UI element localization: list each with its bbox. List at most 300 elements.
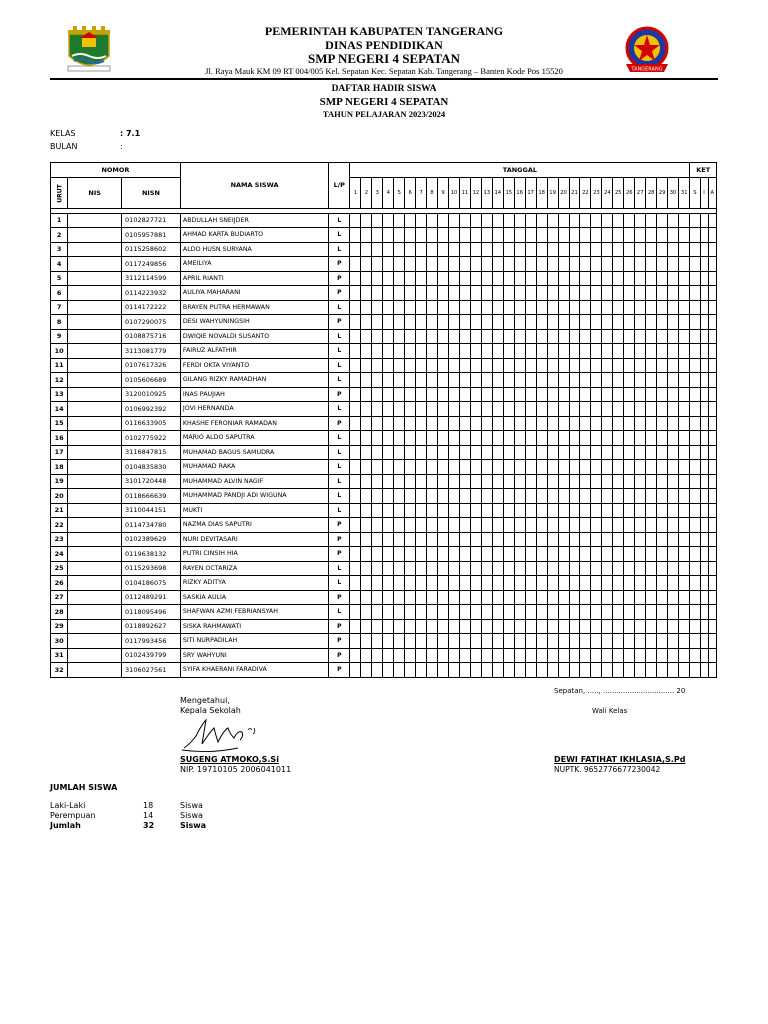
attendance-cell[interactable]	[536, 228, 547, 243]
ket-a-cell[interactable]	[708, 634, 716, 649]
ket-a-cell[interactable]	[708, 373, 716, 388]
attendance-cell[interactable]	[427, 387, 438, 402]
attendance-cell[interactable]	[416, 634, 427, 649]
attendance-cell[interactable]	[569, 503, 580, 518]
attendance-cell[interactable]	[481, 373, 492, 388]
attendance-cell[interactable]	[635, 416, 646, 431]
attendance-cell[interactable]	[361, 329, 372, 344]
attendance-cell[interactable]	[624, 329, 635, 344]
attendance-cell[interactable]	[668, 431, 679, 446]
attendance-cell[interactable]	[679, 648, 690, 663]
attendance-cell[interactable]	[591, 286, 602, 301]
attendance-cell[interactable]	[657, 242, 668, 257]
ket-s-cell[interactable]	[690, 605, 700, 620]
attendance-cell[interactable]	[547, 576, 558, 591]
attendance-cell[interactable]	[624, 416, 635, 431]
attendance-cell[interactable]	[514, 474, 525, 489]
attendance-cell[interactable]	[646, 387, 657, 402]
attendance-cell[interactable]	[646, 257, 657, 272]
attendance-cell[interactable]	[657, 228, 668, 243]
attendance-cell[interactable]	[427, 213, 438, 228]
attendance-cell[interactable]	[591, 402, 602, 417]
attendance-cell[interactable]	[427, 532, 438, 547]
attendance-cell[interactable]	[646, 605, 657, 620]
attendance-cell[interactable]	[416, 576, 427, 591]
attendance-cell[interactable]	[372, 605, 383, 620]
attendance-cell[interactable]	[657, 402, 668, 417]
attendance-cell[interactable]	[470, 503, 481, 518]
attendance-cell[interactable]	[470, 460, 481, 475]
attendance-cell[interactable]	[470, 373, 481, 388]
attendance-cell[interactable]	[350, 518, 361, 533]
ket-a-cell[interactable]	[708, 503, 716, 518]
ket-s-cell[interactable]	[690, 344, 700, 359]
attendance-cell[interactable]	[383, 474, 394, 489]
attendance-cell[interactable]	[591, 315, 602, 330]
attendance-cell[interactable]	[525, 619, 536, 634]
attendance-cell[interactable]	[405, 315, 416, 330]
attendance-cell[interactable]	[547, 619, 558, 634]
attendance-cell[interactable]	[470, 445, 481, 460]
attendance-cell[interactable]	[591, 373, 602, 388]
attendance-cell[interactable]	[679, 460, 690, 475]
ket-i-cell[interactable]	[700, 445, 708, 460]
attendance-cell[interactable]	[470, 416, 481, 431]
attendance-cell[interactable]	[580, 271, 591, 286]
attendance-cell[interactable]	[405, 416, 416, 431]
attendance-cell[interactable]	[536, 561, 547, 576]
attendance-cell[interactable]	[503, 373, 514, 388]
attendance-cell[interactable]	[536, 344, 547, 359]
attendance-cell[interactable]	[459, 271, 470, 286]
attendance-cell[interactable]	[350, 271, 361, 286]
attendance-cell[interactable]	[427, 242, 438, 257]
attendance-cell[interactable]	[394, 619, 405, 634]
attendance-cell[interactable]	[525, 576, 536, 591]
attendance-cell[interactable]	[668, 271, 679, 286]
attendance-cell[interactable]	[668, 489, 679, 504]
attendance-cell[interactable]	[558, 518, 569, 533]
attendance-cell[interactable]	[679, 561, 690, 576]
attendance-cell[interactable]	[536, 286, 547, 301]
attendance-cell[interactable]	[591, 590, 602, 605]
attendance-cell[interactable]	[492, 547, 503, 562]
attendance-cell[interactable]	[350, 605, 361, 620]
attendance-cell[interactable]	[394, 286, 405, 301]
attendance-cell[interactable]	[668, 416, 679, 431]
attendance-cell[interactable]	[405, 242, 416, 257]
attendance-cell[interactable]	[635, 532, 646, 547]
attendance-cell[interactable]	[416, 387, 427, 402]
attendance-cell[interactable]	[503, 619, 514, 634]
ket-s-cell[interactable]	[690, 387, 700, 402]
attendance-cell[interactable]	[481, 387, 492, 402]
attendance-cell[interactable]	[350, 242, 361, 257]
attendance-cell[interactable]	[416, 300, 427, 315]
attendance-cell[interactable]	[383, 257, 394, 272]
attendance-cell[interactable]	[438, 300, 449, 315]
ket-a-cell[interactable]	[708, 431, 716, 446]
attendance-cell[interactable]	[536, 445, 547, 460]
attendance-cell[interactable]	[536, 547, 547, 562]
attendance-cell[interactable]	[569, 474, 580, 489]
attendance-cell[interactable]	[558, 402, 569, 417]
ket-i-cell[interactable]	[700, 489, 708, 504]
attendance-cell[interactable]	[668, 315, 679, 330]
attendance-cell[interactable]	[536, 257, 547, 272]
attendance-cell[interactable]	[394, 344, 405, 359]
attendance-cell[interactable]	[459, 373, 470, 388]
attendance-cell[interactable]	[525, 474, 536, 489]
ket-a-cell[interactable]	[708, 576, 716, 591]
attendance-cell[interactable]	[481, 532, 492, 547]
attendance-cell[interactable]	[405, 213, 416, 228]
attendance-cell[interactable]	[350, 460, 361, 475]
attendance-cell[interactable]	[416, 503, 427, 518]
attendance-cell[interactable]	[613, 271, 624, 286]
ket-i-cell[interactable]	[700, 431, 708, 446]
attendance-cell[interactable]	[679, 518, 690, 533]
attendance-cell[interactable]	[470, 590, 481, 605]
attendance-cell[interactable]	[613, 228, 624, 243]
attendance-cell[interactable]	[547, 474, 558, 489]
attendance-cell[interactable]	[624, 605, 635, 620]
attendance-cell[interactable]	[416, 431, 427, 446]
attendance-cell[interactable]	[492, 387, 503, 402]
attendance-cell[interactable]	[657, 431, 668, 446]
attendance-cell[interactable]	[416, 373, 427, 388]
attendance-cell[interactable]	[372, 518, 383, 533]
attendance-cell[interactable]	[449, 431, 460, 446]
attendance-cell[interactable]	[569, 271, 580, 286]
attendance-cell[interactable]	[569, 460, 580, 475]
attendance-cell[interactable]	[459, 213, 470, 228]
attendance-cell[interactable]	[569, 547, 580, 562]
attendance-cell[interactable]	[449, 257, 460, 272]
attendance-cell[interactable]	[536, 605, 547, 620]
attendance-cell[interactable]	[635, 489, 646, 504]
attendance-cell[interactable]	[580, 590, 591, 605]
attendance-cell[interactable]	[580, 387, 591, 402]
attendance-cell[interactable]	[383, 416, 394, 431]
attendance-cell[interactable]	[449, 634, 460, 649]
attendance-cell[interactable]	[569, 286, 580, 301]
attendance-cell[interactable]	[372, 532, 383, 547]
attendance-cell[interactable]	[668, 402, 679, 417]
attendance-cell[interactable]	[394, 605, 405, 620]
attendance-cell[interactable]	[580, 460, 591, 475]
attendance-cell[interactable]	[591, 518, 602, 533]
attendance-cell[interactable]	[657, 561, 668, 576]
ket-a-cell[interactable]	[708, 329, 716, 344]
attendance-cell[interactable]	[449, 213, 460, 228]
attendance-cell[interactable]	[547, 634, 558, 649]
attendance-cell[interactable]	[514, 663, 525, 678]
attendance-cell[interactable]	[613, 634, 624, 649]
attendance-cell[interactable]	[416, 344, 427, 359]
attendance-cell[interactable]	[646, 402, 657, 417]
attendance-cell[interactable]	[536, 489, 547, 504]
attendance-cell[interactable]	[679, 344, 690, 359]
attendance-cell[interactable]	[438, 387, 449, 402]
attendance-cell[interactable]	[470, 402, 481, 417]
attendance-cell[interactable]	[372, 503, 383, 518]
attendance-cell[interactable]	[372, 648, 383, 663]
attendance-cell[interactable]	[394, 648, 405, 663]
attendance-cell[interactable]	[602, 648, 613, 663]
attendance-cell[interactable]	[503, 416, 514, 431]
attendance-cell[interactable]	[372, 634, 383, 649]
attendance-cell[interactable]	[679, 402, 690, 417]
attendance-cell[interactable]	[569, 387, 580, 402]
attendance-cell[interactable]	[635, 648, 646, 663]
attendance-cell[interactable]	[405, 474, 416, 489]
attendance-cell[interactable]	[405, 532, 416, 547]
attendance-cell[interactable]	[558, 474, 569, 489]
attendance-cell[interactable]	[427, 634, 438, 649]
attendance-cell[interactable]	[679, 619, 690, 634]
attendance-cell[interactable]	[514, 431, 525, 446]
attendance-cell[interactable]	[350, 503, 361, 518]
attendance-cell[interactable]	[580, 402, 591, 417]
attendance-cell[interactable]	[459, 576, 470, 591]
attendance-cell[interactable]	[536, 373, 547, 388]
attendance-cell[interactable]	[602, 431, 613, 446]
attendance-cell[interactable]	[470, 315, 481, 330]
attendance-cell[interactable]	[449, 271, 460, 286]
attendance-cell[interactable]	[602, 561, 613, 576]
attendance-cell[interactable]	[569, 228, 580, 243]
attendance-cell[interactable]	[481, 358, 492, 373]
attendance-cell[interactable]	[470, 286, 481, 301]
attendance-cell[interactable]	[547, 387, 558, 402]
attendance-cell[interactable]	[657, 329, 668, 344]
attendance-cell[interactable]	[635, 619, 646, 634]
attendance-cell[interactable]	[361, 402, 372, 417]
attendance-cell[interactable]	[372, 373, 383, 388]
attendance-cell[interactable]	[668, 663, 679, 678]
attendance-cell[interactable]	[580, 445, 591, 460]
attendance-cell[interactable]	[361, 358, 372, 373]
ket-i-cell[interactable]	[700, 460, 708, 475]
attendance-cell[interactable]	[580, 489, 591, 504]
attendance-cell[interactable]	[405, 605, 416, 620]
attendance-cell[interactable]	[427, 547, 438, 562]
attendance-cell[interactable]	[394, 663, 405, 678]
attendance-cell[interactable]	[503, 445, 514, 460]
attendance-cell[interactable]	[525, 518, 536, 533]
attendance-cell[interactable]	[646, 460, 657, 475]
attendance-cell[interactable]	[635, 590, 646, 605]
attendance-cell[interactable]	[624, 532, 635, 547]
attendance-cell[interactable]	[547, 518, 558, 533]
attendance-cell[interactable]	[503, 489, 514, 504]
attendance-cell[interactable]	[657, 286, 668, 301]
attendance-cell[interactable]	[558, 431, 569, 446]
attendance-cell[interactable]	[449, 416, 460, 431]
attendance-cell[interactable]	[492, 561, 503, 576]
attendance-cell[interactable]	[350, 634, 361, 649]
attendance-cell[interactable]	[427, 460, 438, 475]
attendance-cell[interactable]	[569, 663, 580, 678]
ket-s-cell[interactable]	[690, 460, 700, 475]
attendance-cell[interactable]	[470, 329, 481, 344]
attendance-cell[interactable]	[459, 648, 470, 663]
attendance-cell[interactable]	[536, 387, 547, 402]
attendance-cell[interactable]	[438, 257, 449, 272]
attendance-cell[interactable]	[481, 460, 492, 475]
attendance-cell[interactable]	[481, 271, 492, 286]
attendance-cell[interactable]	[657, 416, 668, 431]
attendance-cell[interactable]	[361, 590, 372, 605]
attendance-cell[interactable]	[679, 329, 690, 344]
attendance-cell[interactable]	[416, 619, 427, 634]
attendance-cell[interactable]	[449, 605, 460, 620]
attendance-cell[interactable]	[668, 344, 679, 359]
attendance-cell[interactable]	[394, 547, 405, 562]
ket-s-cell[interactable]	[690, 663, 700, 678]
attendance-cell[interactable]	[613, 402, 624, 417]
attendance-cell[interactable]	[591, 576, 602, 591]
attendance-cell[interactable]	[459, 532, 470, 547]
attendance-cell[interactable]	[405, 547, 416, 562]
attendance-cell[interactable]	[679, 373, 690, 388]
ket-s-cell[interactable]	[690, 619, 700, 634]
ket-a-cell[interactable]	[708, 387, 716, 402]
attendance-cell[interactable]	[438, 445, 449, 460]
attendance-cell[interactable]	[481, 213, 492, 228]
attendance-cell[interactable]	[569, 416, 580, 431]
attendance-cell[interactable]	[536, 416, 547, 431]
attendance-cell[interactable]	[427, 416, 438, 431]
attendance-cell[interactable]	[569, 344, 580, 359]
attendance-cell[interactable]	[383, 431, 394, 446]
attendance-cell[interactable]	[361, 445, 372, 460]
attendance-cell[interactable]	[438, 416, 449, 431]
attendance-cell[interactable]	[591, 474, 602, 489]
ket-i-cell[interactable]	[700, 663, 708, 678]
attendance-cell[interactable]	[394, 576, 405, 591]
attendance-cell[interactable]	[416, 460, 427, 475]
attendance-cell[interactable]	[591, 460, 602, 475]
attendance-cell[interactable]	[438, 576, 449, 591]
attendance-cell[interactable]	[405, 228, 416, 243]
attendance-cell[interactable]	[438, 489, 449, 504]
attendance-cell[interactable]	[361, 663, 372, 678]
attendance-cell[interactable]	[350, 547, 361, 562]
attendance-cell[interactable]	[679, 474, 690, 489]
attendance-cell[interactable]	[635, 387, 646, 402]
attendance-cell[interactable]	[350, 445, 361, 460]
attendance-cell[interactable]	[668, 547, 679, 562]
attendance-cell[interactable]	[602, 257, 613, 272]
attendance-cell[interactable]	[569, 329, 580, 344]
attendance-cell[interactable]	[679, 489, 690, 504]
attendance-cell[interactable]	[492, 271, 503, 286]
attendance-cell[interactable]	[569, 431, 580, 446]
attendance-cell[interactable]	[503, 286, 514, 301]
attendance-cell[interactable]	[514, 242, 525, 257]
attendance-cell[interactable]	[624, 634, 635, 649]
ket-i-cell[interactable]	[700, 271, 708, 286]
ket-i-cell[interactable]	[700, 518, 708, 533]
attendance-cell[interactable]	[405, 271, 416, 286]
attendance-cell[interactable]	[459, 286, 470, 301]
attendance-cell[interactable]	[580, 242, 591, 257]
attendance-cell[interactable]	[481, 286, 492, 301]
attendance-cell[interactable]	[547, 300, 558, 315]
attendance-cell[interactable]	[383, 242, 394, 257]
attendance-cell[interactable]	[481, 416, 492, 431]
attendance-cell[interactable]	[492, 329, 503, 344]
attendance-cell[interactable]	[569, 561, 580, 576]
attendance-cell[interactable]	[503, 300, 514, 315]
attendance-cell[interactable]	[438, 634, 449, 649]
attendance-cell[interactable]	[394, 257, 405, 272]
attendance-cell[interactable]	[646, 344, 657, 359]
attendance-cell[interactable]	[602, 663, 613, 678]
attendance-cell[interactable]	[492, 358, 503, 373]
attendance-cell[interactable]	[481, 402, 492, 417]
attendance-cell[interactable]	[492, 286, 503, 301]
attendance-cell[interactable]	[646, 518, 657, 533]
attendance-cell[interactable]	[525, 648, 536, 663]
attendance-cell[interactable]	[449, 402, 460, 417]
attendance-cell[interactable]	[613, 532, 624, 547]
attendance-cell[interactable]	[547, 561, 558, 576]
attendance-cell[interactable]	[558, 286, 569, 301]
attendance-cell[interactable]	[470, 387, 481, 402]
attendance-cell[interactable]	[668, 460, 679, 475]
attendance-cell[interactable]	[580, 648, 591, 663]
attendance-cell[interactable]	[438, 518, 449, 533]
attendance-cell[interactable]	[459, 518, 470, 533]
attendance-cell[interactable]	[547, 242, 558, 257]
attendance-cell[interactable]	[503, 634, 514, 649]
attendance-cell[interactable]	[372, 286, 383, 301]
attendance-cell[interactable]	[438, 648, 449, 663]
attendance-cell[interactable]	[416, 561, 427, 576]
attendance-cell[interactable]	[427, 489, 438, 504]
attendance-cell[interactable]	[624, 518, 635, 533]
attendance-cell[interactable]	[668, 576, 679, 591]
ket-a-cell[interactable]	[708, 532, 716, 547]
attendance-cell[interactable]	[394, 373, 405, 388]
attendance-cell[interactable]	[416, 213, 427, 228]
attendance-cell[interactable]	[372, 663, 383, 678]
attendance-cell[interactable]	[514, 619, 525, 634]
attendance-cell[interactable]	[514, 532, 525, 547]
attendance-cell[interactable]	[405, 358, 416, 373]
attendance-cell[interactable]	[503, 358, 514, 373]
ket-a-cell[interactable]	[708, 242, 716, 257]
attendance-cell[interactable]	[503, 228, 514, 243]
attendance-cell[interactable]	[635, 445, 646, 460]
ket-s-cell[interactable]	[690, 576, 700, 591]
attendance-cell[interactable]	[602, 503, 613, 518]
attendance-cell[interactable]	[394, 416, 405, 431]
attendance-cell[interactable]	[372, 213, 383, 228]
attendance-cell[interactable]	[536, 474, 547, 489]
attendance-cell[interactable]	[350, 648, 361, 663]
attendance-cell[interactable]	[394, 387, 405, 402]
attendance-cell[interactable]	[525, 242, 536, 257]
attendance-cell[interactable]	[427, 605, 438, 620]
attendance-cell[interactable]	[492, 474, 503, 489]
attendance-cell[interactable]	[492, 619, 503, 634]
attendance-cell[interactable]	[372, 387, 383, 402]
attendance-cell[interactable]	[635, 300, 646, 315]
